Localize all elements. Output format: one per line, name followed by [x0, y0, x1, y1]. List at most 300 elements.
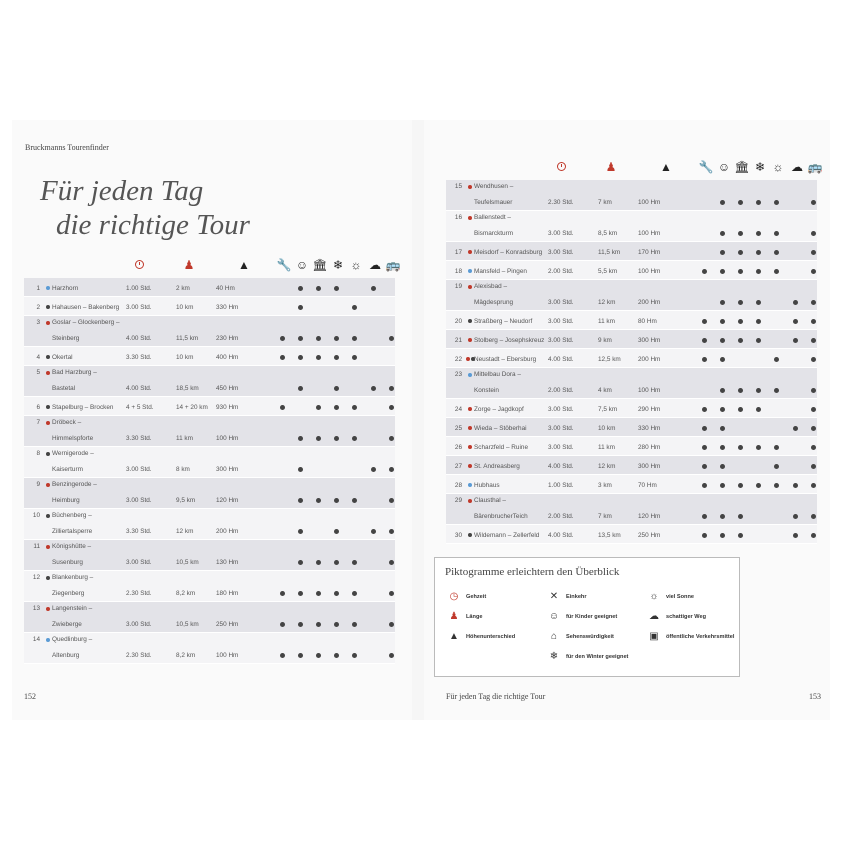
tour-name-line2: Himmelspforte: [52, 435, 94, 442]
tour-length: 10 km: [598, 425, 616, 432]
difficulty-dot: [46, 576, 50, 580]
table-row: [24, 509, 395, 540]
tour-name: Quedlinburg –: [52, 636, 93, 643]
dot-oepnv: [389, 653, 394, 658]
tour-length: 12 km: [598, 299, 616, 306]
tour-number: 10: [32, 512, 40, 519]
dot-schatten: [793, 483, 798, 488]
elevation-gain: 300 Hm: [638, 463, 661, 470]
tour-number: 22: [454, 356, 462, 363]
elevation-gain: 100 Hm: [216, 435, 239, 442]
tour-name-line2: Teufelsmauer: [474, 199, 513, 206]
dot-oepnv: [811, 200, 816, 205]
tour-length: 10,5 km: [176, 559, 199, 566]
walking-time: 3.00 Std.: [126, 497, 152, 504]
building-icon: 🏛: [734, 160, 750, 174]
tour-number: 19: [454, 283, 462, 290]
tour-number: 13: [32, 605, 40, 612]
table-row: [24, 416, 395, 447]
walking-time: 4.00 Std.: [126, 335, 152, 342]
tour-name: Wernigerode –: [52, 450, 94, 457]
dot-oepnv: [389, 498, 394, 503]
dot-kinder: [720, 483, 725, 488]
tour-name-line2: Susenburg: [52, 559, 83, 566]
tour-length: 12 km: [176, 528, 194, 535]
walking-time: 3.00 Std.: [548, 425, 574, 432]
sun-icon: ☼: [649, 591, 659, 602]
dot-oepnv: [811, 250, 816, 255]
dot-sonne: [774, 231, 779, 236]
smiley-icon: ☺: [717, 160, 731, 174]
hiker-icon: ♟: [605, 160, 617, 174]
tour-name: Ballenstedt –: [474, 214, 511, 221]
dot-einkehr: [280, 591, 285, 596]
tour-length: 10,5 km: [176, 621, 199, 628]
dot-sonne: [774, 269, 779, 274]
dot-schatten: [793, 426, 798, 431]
tour-length: 8 km: [176, 466, 190, 473]
clock-icon: [131, 258, 147, 272]
table-row: [446, 330, 817, 349]
dot-sehenswuerdigkeit: [738, 533, 743, 538]
difficulty-dot: [46, 638, 50, 642]
legend-label: Länge: [466, 614, 483, 620]
tour-number: 20: [454, 318, 462, 325]
title-line-2: die richtige Tour: [56, 209, 250, 241]
elevation-gain: 300 Hm: [638, 337, 661, 344]
dot-oepnv: [389, 436, 394, 441]
tour-name: Meisdorf – Konradsburg: [474, 249, 543, 256]
dot-winter: [756, 269, 761, 274]
tour-number: 1: [36, 285, 40, 292]
dot-oepnv: [389, 386, 394, 391]
dot-kinder: [720, 426, 725, 431]
dot-sehenswuerdigkeit: [316, 591, 321, 596]
difficulty-dot: [468, 185, 472, 189]
tour-length: 13,5 km: [598, 532, 621, 539]
dot-oepnv: [811, 300, 816, 305]
shade-icon: ☁: [369, 258, 381, 272]
tour-length: 11,5 km: [598, 249, 621, 256]
dot-winter: [334, 436, 339, 441]
dot-sehenswuerdigkeit: [316, 405, 321, 410]
dot-sehenswuerdigkeit: [316, 336, 321, 341]
dot-einkehr: [702, 319, 707, 324]
dot-schatten: [793, 300, 798, 305]
dot-winter: [756, 445, 761, 450]
table-row: [446, 261, 817, 280]
walking-time: 3.30 Std.: [126, 528, 152, 535]
tour-number: 8: [36, 450, 40, 457]
difficulty-dot: [46, 483, 50, 487]
legend-label: viel Sonne: [666, 594, 694, 600]
dot-einkehr: [702, 445, 707, 450]
tour-length: 12 km: [598, 463, 616, 470]
dot-sehenswuerdigkeit: [738, 514, 743, 519]
elevation-gain: 170 Hm: [638, 249, 661, 256]
bus-icon: 🚌: [807, 160, 823, 174]
dot-sonne: [774, 200, 779, 205]
dot-kinder: [298, 591, 303, 596]
tour-number: 21: [454, 337, 462, 344]
tour-number: 2: [36, 304, 40, 311]
hiker-icon: ♟: [183, 258, 195, 272]
table-row: [24, 397, 395, 416]
dot-kinder: [298, 386, 303, 391]
dot-oepnv: [811, 483, 816, 488]
dot-winter: [756, 250, 761, 255]
legend-label: für Kinder geeignet: [566, 614, 618, 620]
bus-icon: ▣: [649, 631, 659, 642]
dot-kinder: [720, 388, 725, 393]
tour-name: Stolberg – Josephskreuz: [474, 337, 545, 344]
table-row: [446, 368, 817, 399]
dot-kinder: [298, 286, 303, 291]
difficulty-dot: [46, 514, 50, 518]
tour-name: Harzhorn: [52, 285, 79, 292]
dot-sehenswuerdigkeit: [316, 286, 321, 291]
elevation-gain: 290 Hm: [638, 406, 661, 413]
tour-name-line2: Altenburg: [52, 652, 80, 659]
table-row: [446, 399, 817, 418]
dot-winter: [756, 388, 761, 393]
dot-sonne: [774, 250, 779, 255]
tour-name: Stapelburg – Brocken: [52, 404, 114, 411]
dot-schatten: [793, 338, 798, 343]
difficulty-dot: [468, 338, 472, 342]
dot-schatten: [793, 514, 798, 519]
dot-sonne: [774, 483, 779, 488]
clock-icon: ◷: [449, 591, 459, 602]
tour-name: Scharzfeld – Ruine: [474, 444, 528, 451]
dot-sehenswuerdigkeit: [738, 231, 743, 236]
tour-name: Okertal: [52, 354, 73, 361]
dot-sehenswuerdigkeit: [738, 388, 743, 393]
dot-schatten: [371, 386, 376, 391]
tour-name: Bad Harzburg –: [52, 369, 97, 376]
legend-title: Piktogramme erleichtern den Überblick: [445, 566, 620, 578]
tour-length: 5,5 km: [598, 268, 618, 275]
tour-length: 10 km: [176, 304, 194, 311]
tour-name: Wendhusen –: [474, 183, 514, 190]
dot-sehenswuerdigkeit: [316, 622, 321, 627]
walking-time: 3.00 Std.: [548, 230, 574, 237]
table-row: [446, 418, 817, 437]
footer-title: Für jeden Tag die richtige Tour: [446, 692, 546, 701]
tour-length: 11 km: [176, 435, 193, 442]
tour-number: 25: [454, 425, 462, 432]
tour-name: Alexisbad –: [474, 283, 508, 290]
dot-kinder: [298, 355, 303, 360]
tour-number: 7: [36, 419, 40, 426]
table-row: [446, 456, 817, 475]
dot-kinder: [298, 498, 303, 503]
dot-einkehr: [280, 355, 285, 360]
elevation-gain: 80 Hm: [638, 318, 657, 325]
tour-length: 3 km: [598, 482, 612, 489]
table-row: [24, 633, 395, 664]
dot-sonne: [352, 405, 357, 410]
elevation-gain: 120 Hm: [216, 497, 239, 504]
dot-kinder: [720, 533, 725, 538]
walking-time: 3.00 Std.: [548, 337, 574, 344]
tour-name-line2: Bastetal: [52, 385, 76, 392]
tour-number: 4: [36, 354, 40, 361]
dot-winter: [334, 591, 339, 596]
elevation-gain: 180 Hm: [216, 590, 239, 597]
dot-oepnv: [811, 338, 816, 343]
difficulty-dot: [468, 285, 472, 289]
dot-winter: [334, 336, 339, 341]
tour-number: 14: [32, 636, 40, 643]
dot-winter: [334, 622, 339, 627]
dot-sehenswuerdigkeit: [738, 407, 743, 412]
building-icon: 🏛: [312, 258, 328, 272]
snowflake-icon: ❄: [332, 258, 344, 272]
bus-icon: 🚌: [385, 258, 401, 272]
difficulty-dot: [468, 464, 472, 468]
tour-length: 7 km: [598, 513, 612, 520]
dot-kinder: [298, 653, 303, 658]
difficulty-dot: [46, 405, 50, 409]
tour-name-line2: BärenbrucherTeich: [474, 513, 528, 520]
dot-einkehr: [702, 533, 707, 538]
legend-label: Einkehr: [566, 594, 587, 600]
legend-label: öffentliche Verkehrsmittel: [666, 634, 735, 640]
hiker-icon: ♟: [449, 611, 459, 622]
legend-label: Sehenswürdigkeit: [566, 634, 614, 640]
tour-name-line2: Ziegenberg: [52, 590, 85, 597]
dot-oepnv: [811, 319, 816, 324]
elevation-gain: 70 Hm: [638, 482, 657, 489]
dot-einkehr: [702, 338, 707, 343]
dot-sehenswuerdigkeit: [738, 338, 743, 343]
clock-icon-shape: [557, 162, 566, 171]
tour-length: 10 km: [176, 354, 194, 361]
tour-name: Wildemann – Zellerfeld: [474, 532, 540, 539]
difficulty-dot: [468, 319, 472, 323]
dot-kinder: [298, 529, 303, 534]
dot-sonne: [352, 355, 357, 360]
tour-name: Hubhaus: [474, 482, 500, 489]
dot-sonne: [352, 336, 357, 341]
dot-oepnv: [811, 407, 816, 412]
walking-time: 4.00 Std.: [126, 385, 152, 392]
clock-icon-shape: [135, 260, 144, 269]
dot-sehenswuerdigkeit: [738, 200, 743, 205]
dot-kinder: [298, 560, 303, 565]
sun-icon: ☼: [350, 258, 362, 272]
difficulty-dot: [46, 305, 50, 309]
table-row: [24, 278, 395, 297]
elevation-gain: 40 Hm: [216, 285, 235, 292]
dot-einkehr: [280, 653, 285, 658]
table-row: [446, 475, 817, 494]
tour-number: 30: [454, 532, 462, 539]
table-row: [24, 366, 395, 397]
elevation-gain: 100 Hm: [638, 268, 661, 275]
dot-einkehr: [702, 357, 707, 362]
table-row: [24, 602, 395, 633]
dot-sehenswuerdigkeit: [738, 445, 743, 450]
mountain-icon: ▲: [660, 160, 672, 174]
dot-winter: [334, 386, 339, 391]
elevation-gain: 280 Hm: [638, 444, 661, 451]
tour-length: 18,5 km: [176, 385, 199, 392]
elevation-gain: 100 Hm: [638, 387, 661, 394]
tour-length: 8,5 km: [598, 230, 618, 237]
elevation-gain: 250 Hm: [216, 621, 239, 628]
elevation-gain: 100 Hm: [638, 199, 661, 206]
dot-einkehr: [702, 483, 707, 488]
difficulty-dot: [468, 269, 472, 273]
sun-icon: ☼: [772, 160, 784, 174]
dot-kinder: [298, 305, 303, 310]
dot-sehenswuerdigkeit: [738, 319, 743, 324]
elevation-gain: 400 Hm: [216, 354, 239, 361]
legend-label: Höhenunterschied: [466, 634, 516, 640]
dot-kinder: [720, 319, 725, 324]
tour-name: Mittelbau Dora –: [474, 371, 521, 378]
dot-kinder: [298, 436, 303, 441]
dot-oepnv: [389, 467, 394, 472]
tour-name: Königshütte –: [52, 543, 92, 550]
dot-sonne: [774, 388, 779, 393]
table-row: [24, 478, 395, 509]
dot-sonne: [352, 436, 357, 441]
difficulty-dot: [46, 286, 50, 290]
table-row: [446, 525, 817, 544]
dot-sonne: [352, 560, 357, 565]
tour-name: Hahausen – Bakenberg: [52, 304, 120, 311]
tour-length: 7,5 km: [598, 406, 618, 413]
tour-number: 16: [454, 214, 462, 221]
tour-length: 8,2 km: [176, 590, 196, 597]
table-row: [446, 211, 817, 242]
mountain-icon: ▲: [238, 258, 250, 272]
elevation-gain: 100 Hm: [216, 652, 239, 659]
difficulty-dot: [468, 250, 472, 254]
dot-einkehr: [702, 426, 707, 431]
walking-time: 3.00 Std.: [548, 406, 574, 413]
tour-number: 18: [454, 268, 462, 275]
walking-time: 3.00 Std.: [126, 304, 152, 311]
left-tour-table: [24, 278, 395, 664]
tour-number: 12: [32, 574, 40, 581]
walking-time: 3.30 Std.: [126, 354, 152, 361]
difficulty-dot: [46, 321, 50, 325]
walking-time: 2.30 Std.: [126, 652, 152, 659]
elevation-gain: 930 Hm: [216, 404, 239, 411]
walking-time: 2.00 Std.: [548, 513, 574, 520]
elevation-gain: 200 Hm: [638, 299, 661, 306]
table-row: [24, 447, 395, 478]
dot-winter: [756, 483, 761, 488]
dot-kinder: [720, 269, 725, 274]
walking-time: 3.00 Std.: [126, 559, 152, 566]
difficulty-dot: [468, 216, 472, 220]
dot-oepnv: [389, 336, 394, 341]
dot-schatten: [371, 529, 376, 534]
dot-oepnv: [811, 445, 816, 450]
legend-label: schattiger Weg: [666, 614, 706, 620]
tour-number: 29: [454, 497, 462, 504]
tour-name: Zorge – Jagdkopf: [474, 406, 524, 413]
dot-sonne: [774, 357, 779, 362]
tour-name: Langenstein –: [52, 605, 93, 612]
clock-icon: [553, 160, 569, 174]
difficulty-dot: [468, 483, 472, 487]
elevation-gain: 120 Hm: [638, 513, 661, 520]
dot-winter: [756, 407, 761, 412]
walking-time: 3.00 Std.: [548, 318, 574, 325]
dot-winter: [756, 300, 761, 305]
difficulty-dot: [46, 421, 50, 425]
dot-sonne: [774, 445, 779, 450]
shade-icon: ☁: [649, 611, 659, 622]
dot-sonne: [352, 305, 357, 310]
dot-sehenswuerdigkeit: [316, 653, 321, 658]
difficulty-dot: [468, 445, 472, 449]
walking-time: 3.00 Std.: [548, 249, 574, 256]
tour-length: 11 km: [598, 444, 615, 451]
difficulty-dot: [46, 355, 50, 359]
dot-sehenswuerdigkeit: [738, 483, 743, 488]
tour-name-line2: Bismarckturm: [474, 230, 514, 237]
tour-number: 11: [33, 543, 40, 550]
tour-name: Mansfeld – Pingen: [474, 268, 527, 275]
running-head: Bruckmanns Tourenfinder: [25, 143, 109, 152]
dot-kinder: [720, 231, 725, 236]
tour-name: Goslar – Glockenberg –: [52, 319, 120, 326]
dot-oepnv: [811, 231, 816, 236]
dot-einkehr: [280, 405, 285, 410]
difficulty-dot: [468, 373, 472, 377]
dot-sonne: [352, 498, 357, 503]
walking-time: 1.00 Std.: [126, 285, 152, 292]
dot-winter: [334, 355, 339, 360]
tour-number: 9: [36, 481, 40, 488]
walking-time: 3.30 Std.: [126, 435, 152, 442]
table-row: [446, 311, 817, 330]
tour-number: 6: [36, 404, 40, 411]
dot-kinder: [720, 338, 725, 343]
tour-number: 28: [454, 482, 462, 489]
dot-winter: [756, 319, 761, 324]
dot-oepnv: [389, 622, 394, 627]
walking-time: 2.00 Std.: [548, 268, 574, 275]
page-number-right: 153: [809, 692, 821, 701]
tour-number: 17: [454, 249, 462, 256]
dot-oepnv: [811, 357, 816, 362]
dot-oepnv: [389, 591, 394, 596]
dot-kinder: [298, 622, 303, 627]
dot-winter: [756, 231, 761, 236]
elevation-gain: 330 Hm: [216, 304, 239, 311]
pictogram-legend: [434, 557, 740, 677]
dot-einkehr: [280, 622, 285, 627]
tour-number: 24: [454, 406, 462, 413]
walking-time: 2.30 Std.: [548, 199, 574, 206]
tour-length: 4 km: [598, 387, 612, 394]
dot-oepnv: [389, 560, 394, 565]
page-number-left: 152: [24, 692, 36, 701]
elevation-gain: 300 Hm: [216, 466, 239, 473]
table-row: [446, 280, 817, 311]
shade-icon: ☁: [791, 160, 803, 174]
tour-name-line2: Konstein: [474, 387, 499, 394]
cutlery-icon: 🔧: [698, 160, 714, 174]
